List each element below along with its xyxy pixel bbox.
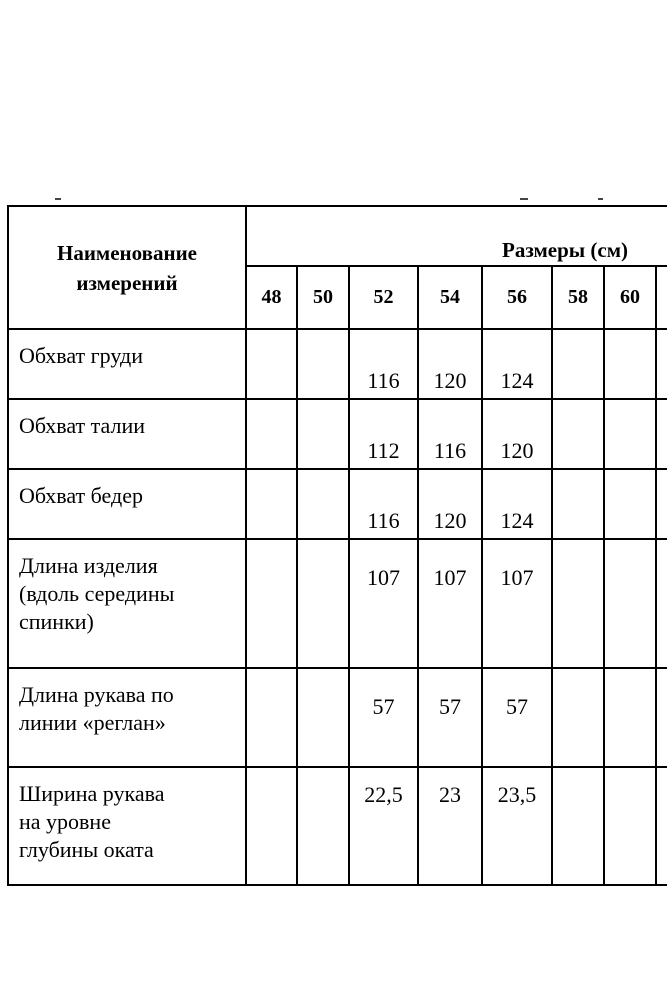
value-cell — [552, 399, 604, 469]
size-header: 54 — [418, 266, 482, 329]
value-cell: 22,5 — [349, 767, 418, 885]
table-row — [8, 539, 667, 668]
row-label-line: линии «реглан» — [19, 710, 166, 735]
value-cell — [246, 399, 297, 469]
size-header: 56 — [482, 266, 552, 329]
value-cell — [552, 539, 604, 668]
row-label: Обхват бедер — [8, 469, 246, 539]
value-cell — [604, 767, 656, 885]
scan-mark — [598, 198, 603, 200]
row-label — [8, 668, 246, 767]
size-header: 52 — [349, 266, 418, 329]
row-label-line: Ширина рукава — [19, 781, 165, 806]
value-cell — [297, 469, 349, 539]
value-cell — [297, 539, 349, 668]
value-cell — [246, 767, 297, 885]
size-table — [7, 205, 667, 886]
header-sizes-title: Размеры (см) — [246, 206, 667, 266]
size-header: 50 — [297, 266, 349, 329]
size-header — [656, 266, 667, 329]
row-label-line: Длина изделия — [19, 553, 158, 578]
value-cell: 120 — [418, 469, 482, 539]
value-cell: 57 — [482, 668, 552, 767]
value-cell: 112 — [349, 399, 418, 469]
header-name-line2: измерений — [76, 270, 178, 295]
value-cell — [552, 767, 604, 885]
table-row — [8, 399, 667, 469]
value-cell: 116 — [349, 469, 418, 539]
value-cell — [604, 539, 656, 668]
value-cell: 23,5 — [482, 767, 552, 885]
size-chart — [7, 205, 667, 886]
value-cell: 116 — [418, 399, 482, 469]
row-label — [8, 539, 246, 668]
value-cell — [297, 668, 349, 767]
value-cell: 107 — [349, 539, 418, 668]
row-label-line: на уровне — [19, 809, 111, 834]
table-row — [8, 668, 667, 767]
value-cell: 107 — [418, 539, 482, 668]
row-label: Обхват талии — [8, 399, 246, 469]
value-cell — [552, 668, 604, 767]
value-cell: 107 — [482, 539, 552, 668]
value-cell — [656, 469, 667, 539]
size-header: 60 — [604, 266, 656, 329]
value-cell: 120 — [482, 399, 552, 469]
value-cell — [604, 469, 656, 539]
value-cell — [604, 668, 656, 767]
value-cell — [246, 668, 297, 767]
table-row — [8, 329, 667, 399]
value-cell — [656, 539, 667, 668]
value-cell — [604, 329, 656, 399]
row-label-line: (вдоль середины — [19, 581, 175, 606]
scan-artifacts — [0, 192, 667, 202]
value-cell — [552, 469, 604, 539]
value-cell: 120 — [418, 329, 482, 399]
value-cell — [656, 329, 667, 399]
value-cell: 57 — [349, 668, 418, 767]
value-cell — [297, 399, 349, 469]
value-cell — [656, 399, 667, 469]
table-row — [8, 767, 667, 885]
row-label: Обхват груди — [8, 329, 246, 399]
value-cell: 116 — [349, 329, 418, 399]
value-cell — [656, 668, 667, 767]
scan-mark — [55, 198, 61, 200]
row-label — [8, 767, 246, 885]
scan-mark — [520, 198, 528, 200]
row-label-line: Длина рукава по — [19, 682, 174, 707]
value-cell — [246, 539, 297, 668]
value-cell — [246, 469, 297, 539]
size-header: 48 — [246, 266, 297, 329]
row-label-line: глубины оката — [19, 837, 154, 862]
value-cell — [656, 767, 667, 885]
value-cell: 124 — [482, 469, 552, 539]
value-cell: 124 — [482, 329, 552, 399]
value-cell: 23 — [418, 767, 482, 885]
value-cell — [297, 767, 349, 885]
value-cell — [297, 329, 349, 399]
row-label-line: спинки) — [19, 609, 94, 634]
table-row — [8, 469, 667, 539]
value-cell — [552, 329, 604, 399]
value-cell — [246, 329, 297, 399]
value-cell — [604, 399, 656, 469]
value-cell: 57 — [418, 668, 482, 767]
header-name-line1: Наименование — [57, 240, 197, 265]
header-measurement-name — [8, 206, 246, 329]
size-header: 58 — [552, 266, 604, 329]
